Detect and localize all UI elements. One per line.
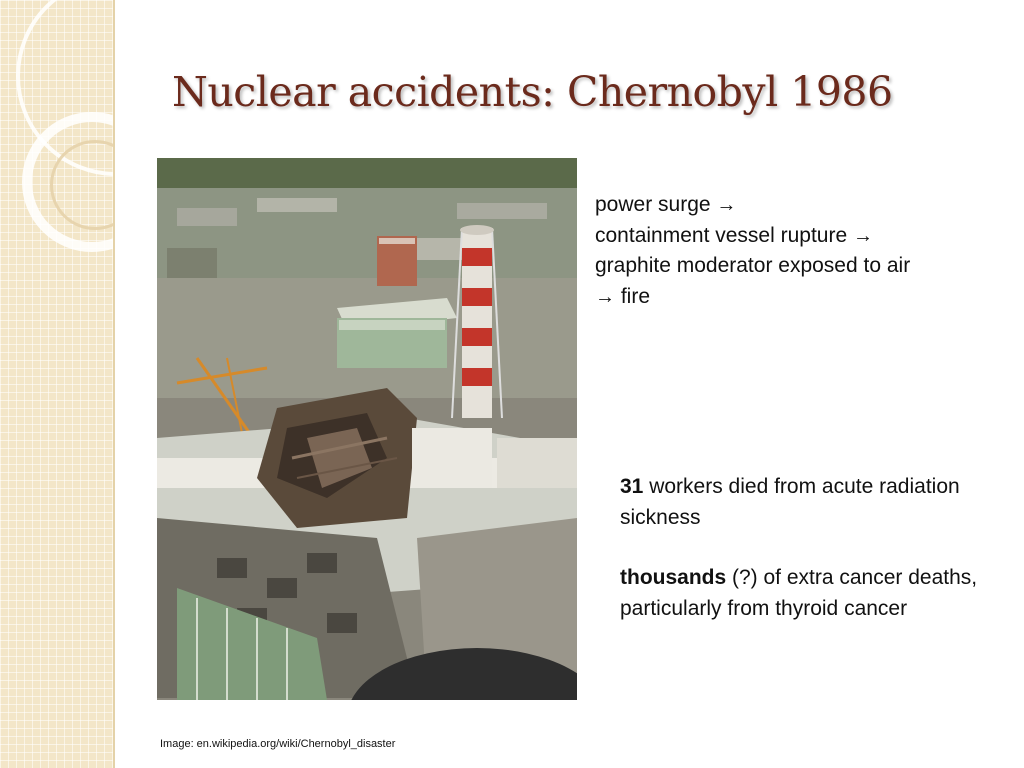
- causal-step: graphite moderator exposed to air: [595, 254, 911, 277]
- arrow-right-icon: →: [595, 285, 615, 308]
- stat-figure: thousands: [620, 566, 727, 589]
- stat-paragraph: [620, 472, 1000, 533]
- stat-text: (?) of extra cancer deaths, particularly from thyroid cancer: [620, 566, 978, 620]
- stat-paragraph: [620, 563, 1000, 624]
- decorative-sidebar: [0, 0, 113, 768]
- image-credit: Image: en.wikipedia.org/wiki/Chernobyl_disaster: [160, 738, 396, 750]
- chernobyl-photo: [157, 158, 577, 700]
- causal-step: containment vessel rupture →: [595, 223, 873, 247]
- casualty-stats: [620, 472, 1000, 654]
- slide-title: Nuclear accidents: Chernobyl 1986: [172, 68, 893, 116]
- causal-chain: [595, 190, 995, 312]
- sidebar-divider: [113, 0, 115, 768]
- causal-step: → fire: [595, 284, 651, 308]
- arrow-right-icon: →: [716, 194, 737, 216]
- causal-step: power surge →: [595, 193, 737, 216]
- arrow-right-icon: →: [852, 224, 873, 247]
- stat-text: workers died from acute radiation sickness: [620, 475, 960, 529]
- stat-figure: 31: [620, 475, 644, 498]
